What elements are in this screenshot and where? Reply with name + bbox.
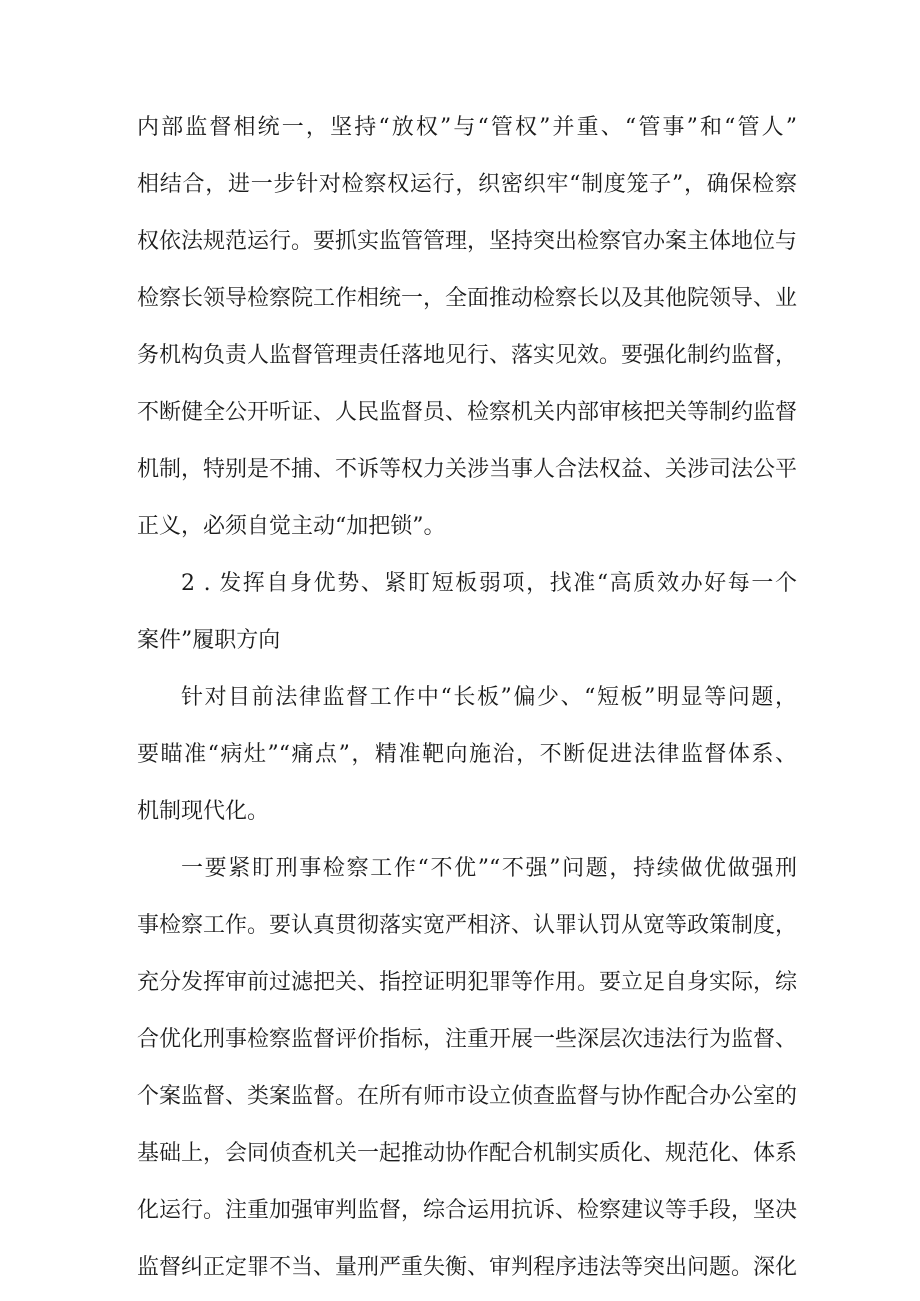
text-line: 合优化刑事检察监督评价指标，注重开展一些深层次违法行为监督、	[137, 1027, 797, 1052]
text-line: 权依法规范运行。要抓实监管管理，坚持突出检察官办案主体地位与	[137, 229, 797, 254]
text-line: 不断健全公开听证、人民监督员、检察机关内部审核把关等制约监督	[137, 400, 797, 425]
text-line: 事检察工作。要认真贯彻落实宽严相济、认罪认罚从宽等政策制度，	[137, 913, 797, 938]
text-line: 机制现代化。	[137, 799, 270, 824]
text-line: 检察长领导检察院工作相统一，全面推动检察长以及其他院领导、业	[137, 286, 797, 311]
text-line: 机制，特别是不捕、不诉等权力关涉当事人合法权益、关涉司法公平	[137, 457, 797, 482]
text-line: 个案监督、类案监督。在所有师市设立侦查监督与协作配合办公室的	[137, 1084, 797, 1109]
text-line: 针对目前法律监督工作中“长板”偏少、“短板”明显等问题，	[181, 685, 797, 710]
section-heading-line: 2 . 发挥自身优势、紧盯短板弱项，找准“高质效办好每一个	[181, 571, 797, 596]
text-line: 要瞄准“病灶”“痛点”，精准靶向施治，不断促进法律监督体系、	[137, 742, 797, 767]
text-line: 化运行。注重加强审判监督，综合运用抗诉、检察建议等手段，坚决	[137, 1198, 797, 1223]
text-line: 相结合，进一步针对检察权运行，织密织牢“制度笼子”，确保检察	[137, 172, 797, 197]
text-line: 基础上，会同侦查机关一起推动协作配合机制实质化、规范化、体系	[137, 1141, 797, 1166]
text-line: 务机构负责人监督管理责任落地见行、落实见效。要强化制约监督，	[137, 343, 797, 368]
section-heading-line: 案件”履职方向	[137, 628, 281, 653]
text-line: 内部监督相统一，坚持“放权”与“管权”并重、“管事”和“管人”	[137, 115, 797, 140]
text-line: 充分发挥审前过滤把关、指控证明犯罪等作用。要立足自身实际，综	[137, 970, 797, 995]
text-line: 一要紧盯刑事检察工作“不优”“不强”问题，持续做优做强刑	[181, 856, 797, 881]
text-line: 正义，必须自觉主动“加把锁”。	[137, 514, 446, 539]
text-line: 监督纠正定罪不当、量刑严重失衡、审判程序违法等突出问题。深化	[137, 1255, 797, 1280]
